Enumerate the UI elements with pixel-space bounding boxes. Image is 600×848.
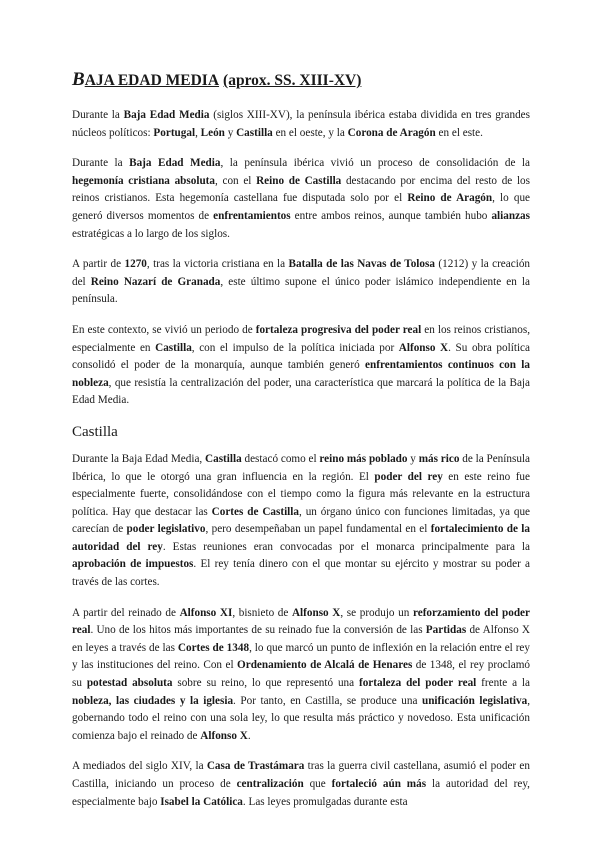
bold-term: potestad absoluta	[86, 677, 173, 690]
page-title	[72, 70, 530, 91]
bold-term: reforzamiento del poder real	[72, 606, 530, 637]
text-run: sobre su reino, lo que representó una	[172, 677, 359, 690]
bold-term: Alfonso X	[200, 729, 248, 742]
text-run: , que resistía la centralización del poder, una característica que marcará la política de la Baja Edad Media.	[72, 376, 530, 407]
bold-term: centralización	[236, 778, 304, 790]
bold-term: Baja Edad Media	[129, 157, 221, 170]
text-run: de Alfonso X en leyes a través de las	[72, 624, 530, 654]
bold-term: fortaleza progresiva del poder real	[255, 323, 422, 336]
text-run: (1212) y la creación del	[72, 258, 531, 288]
text-run: de la Península Ibérica, lo que le otorgó una gran influencia en la región. El	[72, 452, 530, 483]
bold-term: Ordenamiento de Alcalá de Henares	[237, 659, 413, 672]
text-run: entre ambos reinos, aunque también hubo	[290, 209, 492, 222]
document-page	[72, 70, 530, 824]
text-run: Durante la Baja Edad Media,	[72, 452, 206, 465]
title-dropcap: B	[72, 69, 85, 90]
text-run: y	[224, 126, 237, 139]
text-run: , lo que marcó un punto de inflexión en la relación entre el rey y las instituciones del reino. Con el	[72, 641, 530, 672]
bold-term: Cortes de Castilla	[211, 505, 299, 518]
text-run: , bisnieto de	[232, 606, 292, 619]
bold-term: Partidas	[425, 624, 467, 637]
text-run: y	[407, 452, 419, 465]
text-run: destacando por encima del resto de los reinos cristianos. Esta hegemonía castellana fue disputada solo por el	[72, 174, 530, 205]
bold-term: alianzas	[491, 209, 530, 222]
bold-term: fortaleció aún más	[331, 778, 427, 790]
text-run: A partir del reinado de	[72, 606, 180, 619]
bold-term: Reino de Aragón	[407, 192, 493, 205]
text-run: . Su obra política consolidó el poder de la monarquía, aunque también generó	[72, 341, 530, 372]
paragraph-poder-real	[72, 322, 530, 410]
text-run: en el oeste, y la	[272, 126, 348, 139]
bold-term: reino más poblado	[319, 452, 408, 465]
text-run: frente a la	[476, 677, 531, 690]
text-run: en el este.	[435, 126, 483, 139]
bold-term: Castilla	[205, 452, 242, 465]
paragraph-granada	[72, 256, 530, 309]
bold-term: Isabel la Católica	[160, 795, 243, 808]
text-run: Durante la	[72, 109, 124, 121]
text-run: . Uno de los hitos más importantes de su reinado fue la conversión de las	[90, 624, 426, 637]
text-run: , tras la victoria cristiana en la	[146, 258, 289, 271]
bold-term: enfrentamientos continuos con la nobleza	[72, 359, 530, 389]
paragraph-alfonso-xi	[72, 605, 530, 746]
bold-term: Alfonso XI	[179, 606, 233, 619]
text-run: que	[303, 778, 332, 790]
text-run: . El rey tenía dinero con el que montar su ejército y mostrar su poder a través de las cortes.	[72, 558, 530, 589]
text-run: Durante la	[72, 157, 130, 170]
bold-term: Batalla de las Navas de Tolosa	[288, 258, 435, 271]
text-run: ,	[195, 126, 201, 139]
bold-term: Corona de Aragón	[347, 126, 436, 139]
bold-term: Alfonso X	[398, 341, 449, 354]
bold-term: fortalecimiento de la autoridad del rey	[72, 523, 530, 553]
text-run: , gobernando todo el reino con una sola ley, lo que resulta más práctico y novedoso. Esta unificación comienza bajo el reinado de	[72, 694, 530, 742]
text-run: en los reinos cristianos, especialmente en	[72, 323, 530, 354]
text-run: la autoridad del rey, especialmente bajo	[72, 778, 530, 808]
text-run: A mediados del siglo XIV, la	[72, 760, 207, 773]
text-run: A partir de	[72, 258, 125, 271]
bold-term: Cortes de 1348	[177, 641, 250, 654]
bold-term: Reino Nazarí de Granada	[90, 275, 221, 288]
bold-term: fortaleza del poder real	[358, 677, 477, 690]
bold-term: Portugal	[153, 126, 196, 139]
text-run: (siglos XIII-XV), la península ibérica estaba dividida en tres grandes núcleos políticos:	[72, 109, 531, 139]
bold-term: Castilla	[236, 126, 273, 139]
paragraph-trastamara	[72, 758, 530, 811]
text-run: , se produjo un	[340, 606, 413, 619]
text-run: , un órgano único con funciones limitadas, ya que carecían de	[72, 505, 530, 536]
text-run: . Estas reuniones eran convocadas por el monarca principalmente para la	[162, 540, 530, 553]
bold-term: más rico	[418, 452, 460, 465]
section-heading-castilla: Castilla	[72, 423, 118, 440]
text-run: , la península ibérica vivió un proceso de consolidación de la	[220, 157, 530, 170]
bold-term: Alfonso X	[291, 606, 341, 619]
paragraph-intro	[72, 107, 530, 142]
bold-term: aprobación de impuestos	[72, 558, 194, 571]
bold-term: unificación legislativa	[421, 694, 528, 707]
text-run: tras la guerra civil castellana, asumió el poder en Castilla, iniciando un proceso de	[72, 760, 530, 790]
text-run: , con el	[215, 174, 257, 187]
text-run: , este último supone el único poder islámico independiente en la península.	[72, 275, 530, 306]
text-run: de 1348, el rey proclamó su	[72, 659, 530, 690]
text-run: en este reino fue especialmente fuerte, consolidándose con el tiempo como la figura más relevante en la estructura política. Hay que destacar las	[72, 470, 530, 518]
title-subtitle: (aprox. SS. XIII-XV)	[223, 72, 362, 89]
bold-term: Castilla	[155, 341, 192, 354]
text-run: . Por tanto, en Castilla, se produce una	[233, 694, 422, 707]
bold-term: Baja Edad Media	[123, 109, 210, 121]
text-run: . Las leyes promulgadas durante esta	[242, 795, 408, 808]
bold-term: Reino de Castilla	[256, 174, 342, 187]
text-run: En este contexto, se vivió un periodo de	[72, 323, 256, 336]
bold-term: León	[200, 126, 225, 139]
bold-term: nobleza, las ciudades y la iglesia	[72, 694, 234, 707]
bold-term: hegemonía cristiana absoluta	[72, 174, 215, 187]
bold-term: poder legislativo	[126, 523, 206, 536]
bold-term: Casa de Trastámara	[206, 760, 305, 773]
bold-term: 1270	[124, 258, 147, 271]
text-run: estratégicas a lo largo de los siglos.	[72, 227, 230, 240]
bold-term: poder del rey	[374, 470, 443, 483]
text-run: , con el impulso de la política iniciada por	[191, 341, 399, 354]
text-run: , lo que generó diversos momentos de	[72, 192, 531, 222]
text-run: , pero desempeñaban un papel fundamental en el	[205, 523, 431, 536]
paragraph-castilla	[72, 451, 530, 592]
text-run: .	[247, 729, 251, 742]
title-main: AJA EDAD MEDIA	[84, 72, 220, 89]
paragraph-hegemonia	[72, 155, 530, 243]
text-run: destacó como el	[241, 452, 320, 465]
bold-term: enfrentamientos	[213, 209, 291, 222]
